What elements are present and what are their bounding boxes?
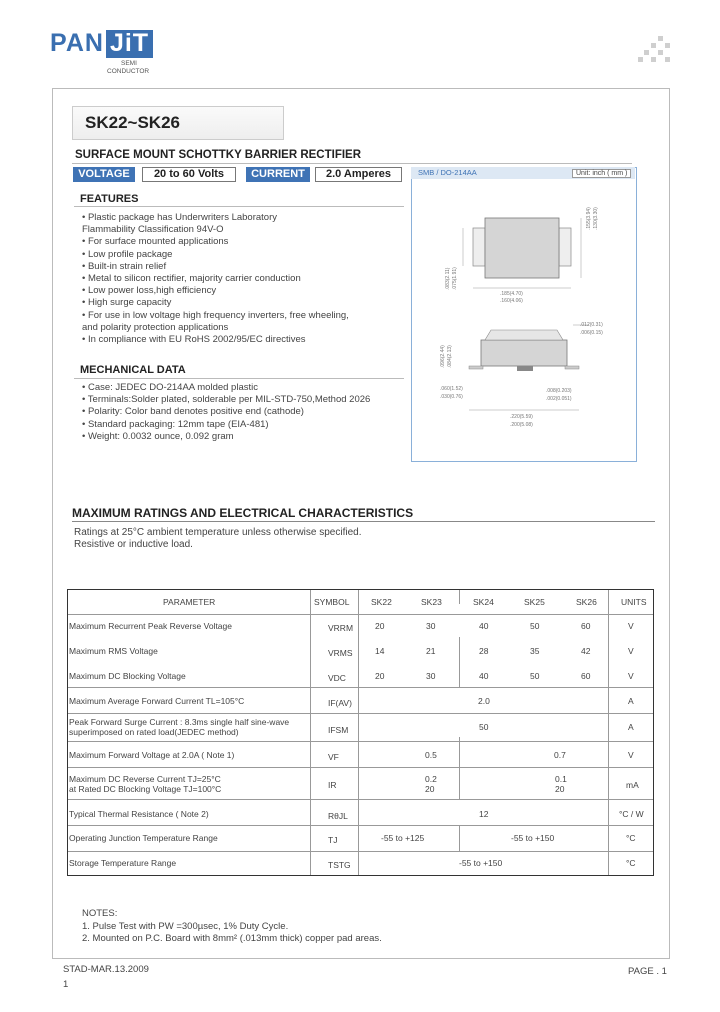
list-item: • Low power loss,high efficiency <box>82 285 217 297</box>
row-unit: V <box>628 621 634 631</box>
row-value: 20 <box>425 784 435 794</box>
dim-label: .155(3.94) <box>586 207 592 230</box>
decorative-squares-icon <box>638 36 670 68</box>
part-title-box <box>72 106 284 140</box>
row-param: Maximum DC Blocking Voltage <box>69 671 186 681</box>
row-value: 12 <box>479 809 489 819</box>
row-value: 14 <box>375 646 385 656</box>
row-param: Maximum DC Reverse Current TJ=25°C <box>69 774 221 784</box>
list-item: and polarity protection applications <box>82 321 229 333</box>
row-value: 0.2 <box>425 774 437 784</box>
notes-heading: NOTES: <box>82 908 118 919</box>
row-unit: A <box>628 696 634 706</box>
dim-label: .075(1.91) <box>452 267 458 290</box>
ratings-heading: MAXIMUM RATINGS AND ELECTRICAL CHARACTERISTICS <box>72 506 414 520</box>
row-symbol: IFSM <box>328 725 349 735</box>
row-unit: V <box>628 646 634 656</box>
list-item: • For use in low voltage high frequency inverters, free wheeling, <box>82 309 349 321</box>
list-item: • Polarity: Color band denotes positive end (cathode) <box>82 406 304 418</box>
row-value: 42 <box>581 646 591 656</box>
voltage-label: VOLTAGE <box>73 167 135 182</box>
dim-label: .084(2.13) <box>447 345 453 368</box>
list-item: • Weight: 0.0032 ounce, 0.092 gram <box>82 430 234 442</box>
current-label: CURRENT <box>246 167 310 182</box>
col-header-parameter: PARAMETER <box>163 597 216 607</box>
list-item: • Plastic package has Underwriters Laboratory <box>82 212 278 223</box>
ratings-note: Ratings at 25°C ambient temperature unless otherwise specified. <box>74 527 362 538</box>
logo-jit-text: JiT <box>106 30 153 58</box>
row-param-line2: superimposed on rated load(JEDEC method) <box>69 727 239 737</box>
company-logo <box>50 30 153 58</box>
footer-doc-date: STAD-MAR.13.2009 <box>63 964 149 975</box>
row-symbol: TJ <box>328 835 338 845</box>
row-param-line2: at Rated DC Blocking Voltage TJ=100°C <box>69 784 222 794</box>
row-unit: °C <box>626 858 636 868</box>
col-header-symbol: SYMBOL <box>314 597 350 607</box>
note-item: 1. Pulse Test with PW =300µsec, 1% Duty Cycle. <box>82 921 289 932</box>
row-value: 2.0 <box>478 696 490 706</box>
logo-sub-line1: SEMI <box>121 60 137 67</box>
list-item: • Built-in strain relief <box>82 260 167 272</box>
row-value: -55 to +150 <box>511 833 555 843</box>
footer-page-label: PAGE . 1 <box>628 966 667 977</box>
row-unit: mA <box>626 780 639 790</box>
col-header-sk25: SK25 <box>524 597 545 607</box>
product-subtitle: SURFACE MOUNT SCHOTTKY BARRIER RECTIFIER <box>75 149 362 161</box>
dim-label: .008(0.203) <box>546 388 572 394</box>
row-unit: V <box>628 750 634 760</box>
row-symbol: VF <box>328 752 339 762</box>
dim-label: .130(3.30) <box>593 207 599 230</box>
row-symbol: IF(AV) <box>328 698 352 708</box>
features-list <box>82 212 349 346</box>
row-value: 0.5 <box>425 750 437 760</box>
row-param: Peak Forward Surge Current : 8.3ms single half sine-wave <box>69 717 290 727</box>
dim-label: .006(0.15) <box>580 330 603 336</box>
row-value: 60 <box>581 621 591 631</box>
row-symbol: RθJL <box>328 811 348 821</box>
dim-label: .030(0.76) <box>440 394 463 400</box>
list-item: • In compliance with EU RoHS 2002/95/EC directives <box>82 334 306 346</box>
dim-label: .185(4.70) <box>500 291 523 297</box>
list-item: • Standard packaging: 12mm tape (EIA-481) <box>82 418 269 430</box>
mechanical-heading: MECHANICAL DATA <box>80 364 186 376</box>
row-param: Maximum RMS Voltage <box>69 646 158 656</box>
row-value: 0.1 <box>555 774 567 784</box>
mechanical-list <box>82 382 370 443</box>
col-header-sk22: SK22 <box>371 597 392 607</box>
dim-label: .060(1.52) <box>440 386 463 392</box>
col-header-sk26: SK26 <box>576 597 597 607</box>
row-param: Operating Junction Temperature Range <box>69 833 218 843</box>
logo-sub-line2: CONDUCTOR <box>107 68 150 75</box>
dim-label: .160(4.06) <box>500 298 523 304</box>
col-header-units: UNITS <box>621 597 647 607</box>
dim-label: .083(2.11) <box>445 267 451 290</box>
page-title: SK22~SK26 <box>85 113 180 132</box>
ratings-table <box>67 589 654 876</box>
row-value: 50 <box>530 621 540 631</box>
row-unit: V <box>628 671 634 681</box>
row-param: Maximum Recurrent Peak Reverse Voltage <box>69 621 232 631</box>
current-value: 2.0 Amperes <box>315 167 402 182</box>
list-item: • For surface mounted applications <box>82 236 229 248</box>
package-unit: Unit: inch ( mm ) <box>572 169 631 178</box>
dim-label: .096(2.44) <box>440 345 446 368</box>
row-value: 20 <box>555 784 565 794</box>
dim-label: .012(0.31) <box>580 322 603 328</box>
row-param: Storage Temperature Range <box>69 858 177 868</box>
voltage-value: 20 to 60 Volts <box>142 167 236 182</box>
row-unit: °C <box>626 833 636 843</box>
mechanical-divider <box>74 378 404 379</box>
col-header-sk24: SK24 <box>473 597 494 607</box>
list-item: • Terminals:Solder plated, solderable per MIL-STD-750,Method 2026 <box>82 394 371 406</box>
logo-pan-text: PAN <box>50 29 104 57</box>
row-value: -55 to +150 <box>459 858 503 868</box>
note-item: 2. Mounted on P.C. Board with 8mm² (.013mm thick) copper pad areas. <box>82 933 382 944</box>
row-value: 28 <box>479 646 489 656</box>
dim-label: .220(5.59) <box>510 414 533 420</box>
row-param: Typical Thermal Resistance ( Note 2) <box>69 809 209 819</box>
row-symbol: VRMS <box>328 648 353 658</box>
row-param: Maximum Forward Voltage at 2.0A ( Note 1) <box>69 750 235 760</box>
list-item: Flammability Classification 94V-O <box>82 224 224 236</box>
row-param: Maximum Average Forward Current TL=105°C <box>69 696 245 706</box>
row-value: 0.7 <box>554 750 566 760</box>
list-item: • High surge capacity <box>82 297 172 309</box>
package-name: SMB / DO-214AA <box>418 168 477 177</box>
footer-divider <box>52 958 669 959</box>
row-value: 20 <box>375 671 385 681</box>
dim-label: .002(0.051) <box>546 396 572 402</box>
row-value: -55 to +125 <box>381 833 425 843</box>
row-symbol: VDC <box>328 673 346 683</box>
ratings-note: Resistive or inductive load. <box>74 539 193 550</box>
logo-subtitle <box>107 60 149 76</box>
row-symbol: VRRM <box>328 623 354 633</box>
row-value: 20 <box>375 621 385 631</box>
row-value: 21 <box>426 646 436 656</box>
features-divider <box>74 206 404 207</box>
row-value: 40 <box>479 621 489 631</box>
row-value: 50 <box>479 722 489 732</box>
features-heading: FEATURES <box>80 193 139 205</box>
row-unit: °C / W <box>619 809 644 819</box>
row-value: 50 <box>530 671 540 681</box>
row-value: 35 <box>530 646 540 656</box>
row-value: 30 <box>426 671 436 681</box>
list-item: • Case: JEDEC DO-214AA molded plastic <box>82 382 258 393</box>
row-unit: A <box>628 722 634 732</box>
row-symbol: TSTG <box>328 860 351 870</box>
list-item: • Low profile package <box>82 248 173 260</box>
row-value: 30 <box>426 621 436 631</box>
subtitle-divider <box>72 163 632 164</box>
row-symbol: IR <box>328 780 337 790</box>
dim-label: .200(5.08) <box>510 422 533 428</box>
col-header-sk23: SK23 <box>421 597 442 607</box>
ratings-divider <box>72 521 655 522</box>
row-value: 40 <box>479 671 489 681</box>
list-item: • Metal to silicon rectifier, majority carrier conduction <box>82 273 301 285</box>
row-value: 60 <box>581 671 591 681</box>
footer-page-number: 1 <box>63 979 69 990</box>
